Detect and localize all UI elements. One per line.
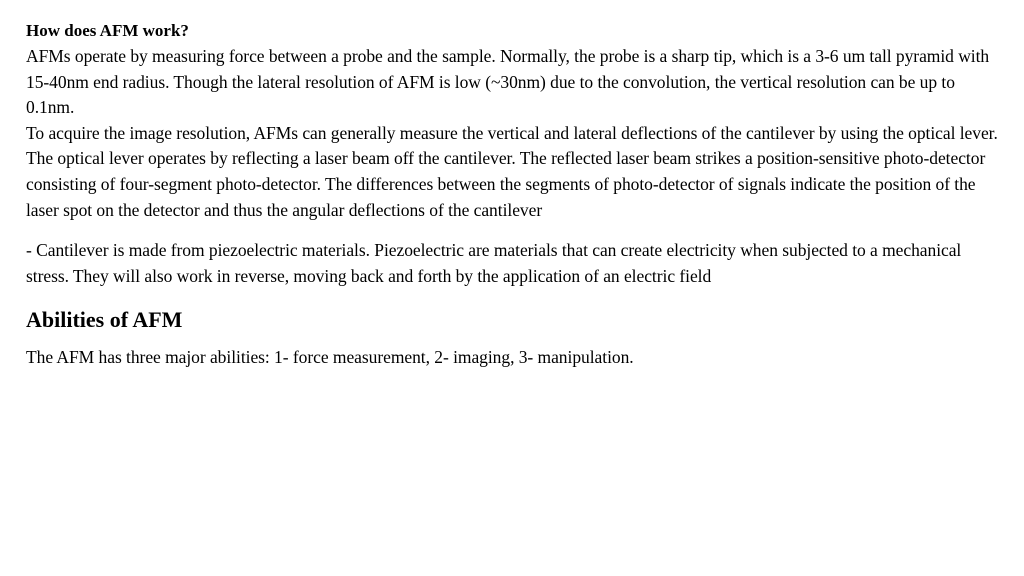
paragraph-cantilever-piezoelectric: - Cantilever is made from piezoelectric materials. Piezoelectric are materials that can create electricity when subjected to a mechanical stress. They will also work in reverse, moving back and forth by the application of an electric field: [26, 240, 962, 286]
section-title-abilities: Abilities of AFM: [26, 307, 183, 333]
paragraph-afm-operation: AFMs operate by measuring force between a probe and the sample. Normally, the probe is a sharp tip, which is a 3-6 um tall pyramid with 15-40nm end radius. Though the lateral resolution of AFM is low (~30nm) due to the convolution, the vertical resolution can be up to 0.1nm.: [26, 46, 990, 118]
paragraph-optical-lever: To acquire the image resolution, AFMs can generally measure the vertical and lateral deflections of the cantilever by using the optical lever. The optical lever operates by reflecting a laser beam off the cantilever. The reflected laser beam strikes a position-sensitive photo-detector consisting of four-segment photo-detector. The differences between the segments of photo-detector of signals indicate the position of the laser spot on the detector and thus the angular deflections of the cantilever: [26, 122, 998, 220]
paragraph-abilities: The AFM has three major abilities: 1- force measurement, 2- imaging, 3- manipulation.: [26, 347, 634, 368]
section-title-how-afm-works: How does AFM work?: [26, 21, 189, 40]
document-page: [26, 18, 1001, 371]
